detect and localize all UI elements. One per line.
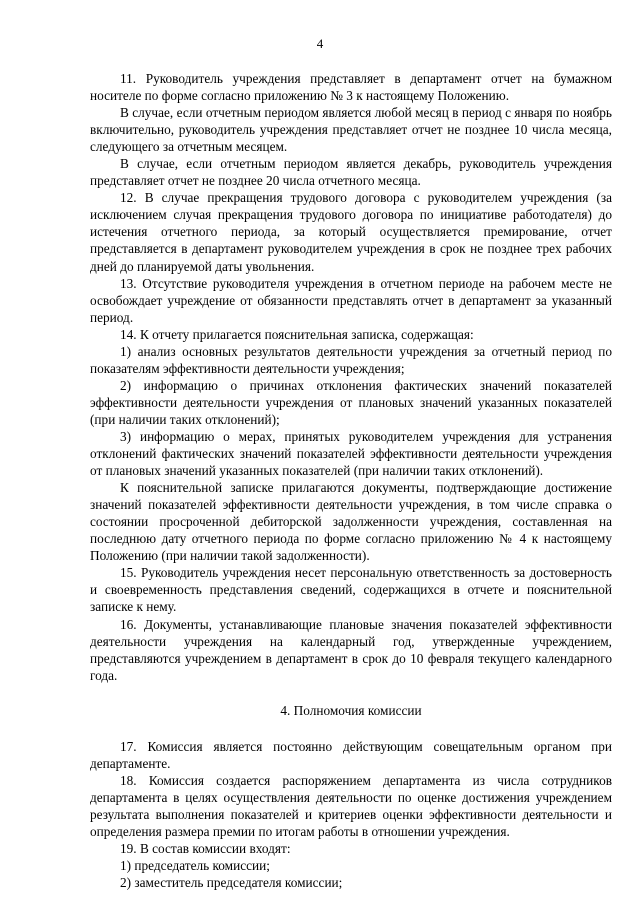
- page-number: 4: [316, 36, 324, 51]
- paragraph-17: 17. Комиссия является постоянно действующим совещательным органом при департаменте.: [90, 738, 612, 771]
- section-title: 4. Полномочия комиссии: [280, 702, 422, 718]
- paragraph-16: 16. Документы, устанавливающие плановые значения показателей эффективности деятельности учреждения на календарный год, утвержденные учреждением, представляются учреждением в департамент в срок до 10 февраля текущего календарного года.: [90, 616, 612, 683]
- paragraph-13: 13. Отсутствие руководителя учреждения в отчетном периоде на рабочем месте не освобождает учреждение от обязанности представлять отчет в департамент за указанный период.: [90, 275, 612, 325]
- paragraph-19-item-2: 2) заместитель председателя комиссии;: [120, 875, 343, 891]
- paragraph-14-attachments: К пояснительной записке прилагаются документы, подтверждающие достижение значений показателей эффективности деятельности учреждения, в том числе справка о состоянии просроченной дебиторской задолженности учреждения, составленная на последнюю дату отчетного периода по форме согласно приложению № 4 к настоящему Положению (при наличии такой задолженности).: [90, 480, 612, 564]
- paragraph-14-item-2: 2) информацию о причинах отклонения фактических значений показателей эффективности деятельности учреждения от плановых значений указанных показателей (при наличии таких отклонений);: [90, 377, 612, 427]
- document-body: [90, 70, 612, 891]
- paragraph-18: 18. Комиссия создается распоряжением департамента из числа сотрудников департамента в целях осуществления деятельности по оценке достижения учреждением результата выполнения показателей и критериев оценки эффективности деятельности и определения размера премии по итогам работы в отношении учреждения.: [90, 772, 612, 839]
- paragraph-11-jan-nov: В случае, если отчетным периодом является любой месяц в период с января по ноябрь включительно, руководитель учреждения представляет отчет не позднее 10 числа месяца, следующего за отчетным месяцем.: [90, 105, 612, 155]
- paragraph-11: 11. Руководитель учреждения представляет в департамент отчет на бумажном носителе по форме согласно приложению № 3 к настоящему Положению.: [90, 71, 612, 104]
- paragraph-15: 15. Руководитель учреждения несет персональную ответственность за достоверность и своевременность представления сведений, содержащихся в отчете и пояснительной записке к нему.: [90, 565, 612, 615]
- paragraph-14-item-3: 3) информацию о мерах, принятых руководителем учреждения для устранения отклонений фактических значений показателей эффективности деятельности учреждения от плановых значений указанных показателей (при наличии таких отклонений).: [90, 428, 612, 479]
- paragraph-19-item-1: 1) председатель комиссии;: [120, 858, 270, 874]
- paragraph-11-december: В случае, если отчетным периодом является декабрь, руководитель учреждения представляет отчет не позднее 20 числа отчетного месяца.: [90, 156, 612, 189]
- paragraph-14-item-1: 1) анализ основных результатов деятельности учреждения за отчетный период по показателям эффективности деятельности учреждения;: [90, 343, 612, 376]
- paragraph-12: 12. В случае прекращения трудового договора с руководителем учреждения (за исключением случая прекращения трудового договора по инициативе работодателя) до истечения отчетного периода, за который осуществляется премирование, отчет представляется в департамент руководителем учреждения в срок не позднее трех рабочих дней до планируемой даты увольнения.: [90, 190, 612, 274]
- paragraph-19: 19. В состав комиссии входят:: [120, 841, 291, 857]
- paragraph-14: 14. К отчету прилагается пояснительная записка, содержащая:: [120, 326, 474, 342]
